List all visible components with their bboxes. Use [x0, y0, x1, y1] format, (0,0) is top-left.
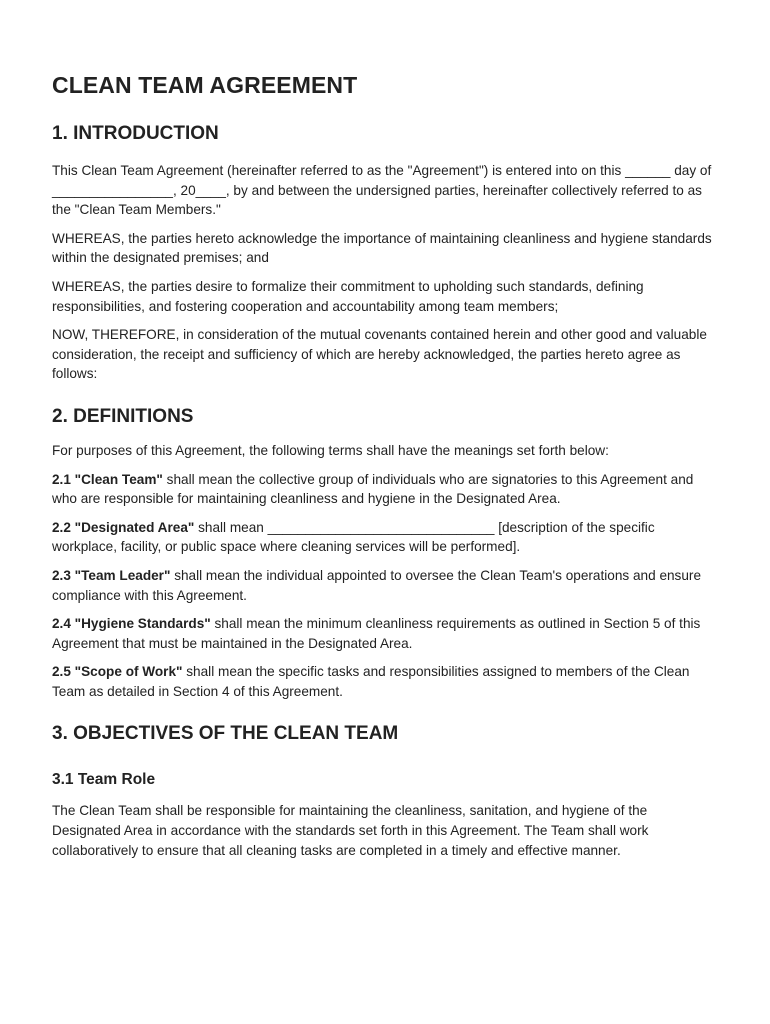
- document-title: CLEAN TEAM AGREEMENT: [52, 72, 358, 98]
- whereas-paragraph: WHEREAS, the parties hereto acknowledge the importance of maintaining cleanliness and hygiene standards within the designated premises; and: [52, 230, 712, 266]
- introduction-paragraph: This Clean Team Agreement (hereinafter referred to as the "Agreement") is entered into on this ______ day of ________________, 20____, by and between the undersigned parties, hereinafter collectively referred to as the "Clean Team Members.": [52, 163, 712, 218]
- definitions-intro: For purposes of this Agreement, the following terms shall have the meanings set forth below:: [52, 442, 609, 458]
- definition-term: 2.3 "Team Leader": [52, 567, 171, 583]
- section-heading-definitions: 2. DEFINITIONS: [52, 405, 194, 427]
- section-heading-objectives: 3. OBJECTIVES OF THE CLEAN TEAM: [52, 723, 399, 745]
- document-page: [52, 70, 717, 860]
- whereas-paragraph: WHEREAS, the parties desire to formalize their commitment to upholding such standards, defining responsibilities, and fostering cooperation and accountability among team members;: [52, 278, 644, 314]
- team-role-paragraph: The Clean Team shall be responsible for maintaining the cleanliness, sanitation, and hygiene of the Designated Area in accordance with the standards set forth in this Agreement. The Team shall work collaboratively to ensure that all cleaning tasks are completed in a timely and effective manner.: [52, 803, 649, 858]
- subsection-heading-team-role: 3.1 Team Role: [52, 771, 156, 789]
- definition-text: shall mean the specific tasks and responsibilities assigned to members of the Clean Team as detailed in Section 4 of this Agreement.: [52, 664, 690, 699]
- definition-term: 2.5 "Scope of Work": [52, 664, 183, 680]
- definition-text: shall mean the collective group of individuals who are signatories to this Agreement and who are responsible for maintaining cleanliness and hygiene in the Designated Area.: [52, 471, 694, 507]
- definition-item: [52, 566, 717, 605]
- definition-item: [52, 518, 717, 557]
- definition-text: shall mean ______________________________ [description of the specific workplace, facility, or public space where cleaning services will be performed].: [52, 519, 655, 555]
- definition-text: shall mean the individual appointed to oversee the Clean Team's operations and ensure compliance with this Agreement.: [52, 567, 702, 603]
- definition-term: 2.1 "Clean Team": [52, 471, 163, 487]
- definition-item: [52, 614, 717, 653]
- definition-term: 2.4 "Hygiene Standards": [52, 616, 211, 632]
- definition-item: [52, 470, 717, 509]
- definition-text: shall mean the minimum cleanliness requirements as outlined in Section 5 of this Agreement that must be maintained in the Designated Area.: [52, 616, 701, 651]
- definition-term: 2.2 "Designated Area": [52, 519, 195, 535]
- section-heading-introduction: 1. INTRODUCTION: [52, 123, 219, 144]
- now-therefore-paragraph: NOW, THEREFORE, in consideration of the mutual covenants contained herein and other good and valuable consideration, the receipt and sufficiency of which are hereby acknowledged, the parties hereto agree as follows:: [52, 327, 707, 382]
- definition-item: [52, 662, 717, 701]
